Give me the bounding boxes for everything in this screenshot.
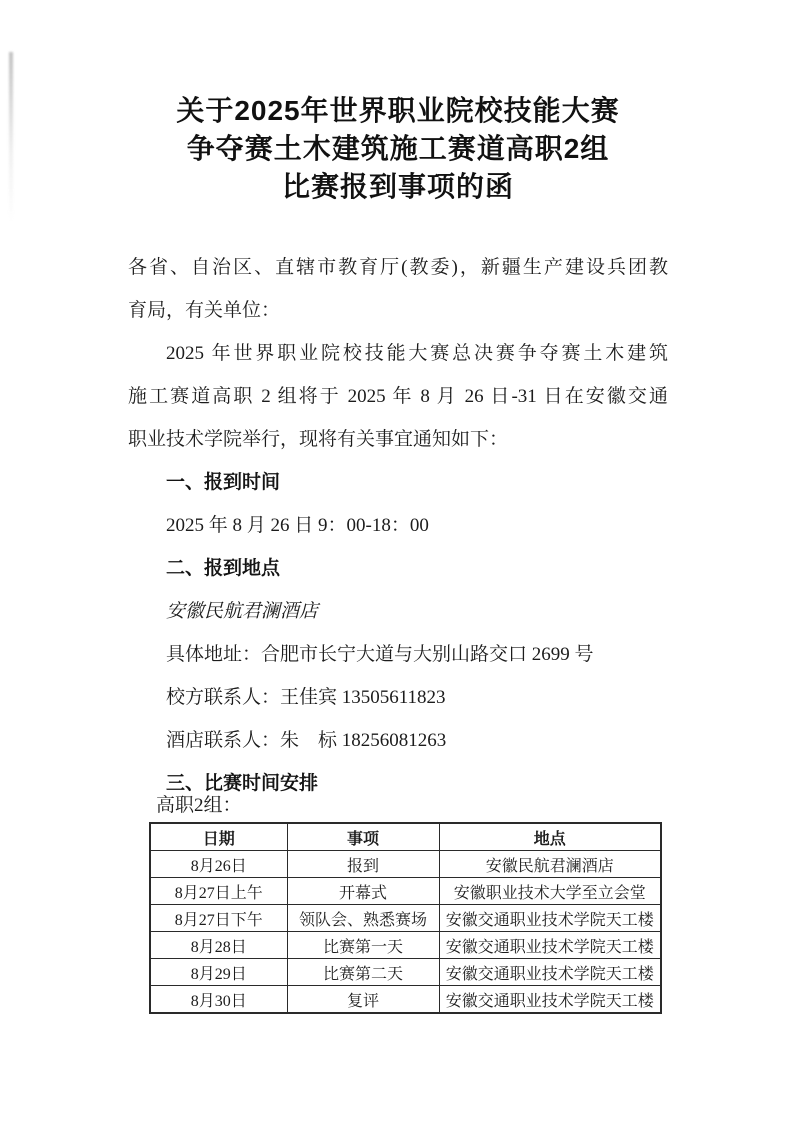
cell-date: 8月29日 <box>150 959 287 986</box>
table-row <box>150 959 661 986</box>
hotel-name: 安徽民航君澜酒店 <box>166 601 319 622</box>
hotel-contact: 酒店联系人：朱 标 18256081263 <box>166 730 447 751</box>
document-body <box>128 246 668 805</box>
table-row <box>150 986 661 1014</box>
intro-line-1: 2025 年世界职业院校技能大赛总决赛争夺赛土木建筑 <box>166 343 668 364</box>
cell-location: 安徽交通职业技术学院天工楼 <box>439 932 661 959</box>
salutation-line-2: 育局，有关单位： <box>128 300 281 321</box>
scan-artifact <box>9 52 13 222</box>
section2-heading: 二、报到地点 <box>166 558 281 579</box>
document-content <box>128 92 668 1014</box>
hotel-address: 具体地址：合肥市长宁大道与大别山路交口 2699 号 <box>166 644 594 665</box>
table-header-row <box>150 823 661 851</box>
table-row <box>150 851 661 878</box>
section3-heading: 三、比赛时间安排 <box>166 773 319 794</box>
registration-time: 2025 年 8 月 26 日 9：00-18：00 <box>166 515 429 536</box>
cell-location: 安徽民航君澜酒店 <box>439 851 661 878</box>
salutation-line-1: 各省、自治区、直辖市教育厅(教委)，新疆生产建设兵团教 <box>128 257 668 278</box>
cell-event: 开幕式 <box>287 878 439 905</box>
table-row <box>150 878 661 905</box>
cell-location: 安徽交通职业技术学院天工楼 <box>439 905 661 932</box>
cell-location: 安徽交通职业技术学院天工楼 <box>439 986 661 1014</box>
cell-date: 8月28日 <box>150 932 287 959</box>
table-row <box>150 905 661 932</box>
school-contact: 校方联系人：王佳宾 13505611823 <box>166 687 446 708</box>
cell-event: 领队会、熟悉赛场 <box>287 905 439 932</box>
title-line-2: 争夺赛土木建筑施工赛道高职2组 <box>186 133 610 164</box>
intro-line-3: 职业技术学院举行，现将有关事宜通知如下： <box>128 429 509 450</box>
cell-date: 8月26日 <box>150 851 287 878</box>
cell-event: 报到 <box>287 851 439 878</box>
cell-event: 复评 <box>287 986 439 1014</box>
section1-heading: 一、报到时间 <box>166 472 281 493</box>
group-label: 高职2组： <box>156 795 242 816</box>
schedule-table <box>149 822 662 1014</box>
title-line-3: 比赛报到事项的函 <box>281 171 514 202</box>
title-line-1: 关于2025年世界职业院校技能大赛 <box>176 95 620 126</box>
intro-line-2: 施工赛道高职 2 组将于 2025 年 8 月 26 日-31 日在安徽交通 <box>128 386 668 407</box>
header-date: 日期 <box>150 823 287 851</box>
document-title <box>128 92 668 206</box>
table-row <box>150 932 661 959</box>
header-event: 事项 <box>287 823 439 851</box>
cell-date: 8月30日 <box>150 986 287 1014</box>
cell-event: 比赛第二天 <box>287 959 439 986</box>
cell-location: 安徽交通职业技术学院天工楼 <box>439 959 661 986</box>
header-location: 地点 <box>439 823 661 851</box>
cell-location: 安徽职业技术大学至立会堂 <box>439 878 661 905</box>
cell-event: 比赛第一天 <box>287 932 439 959</box>
cell-date: 8月27日上午 <box>150 878 287 905</box>
cell-date: 8月27日下午 <box>150 905 287 932</box>
